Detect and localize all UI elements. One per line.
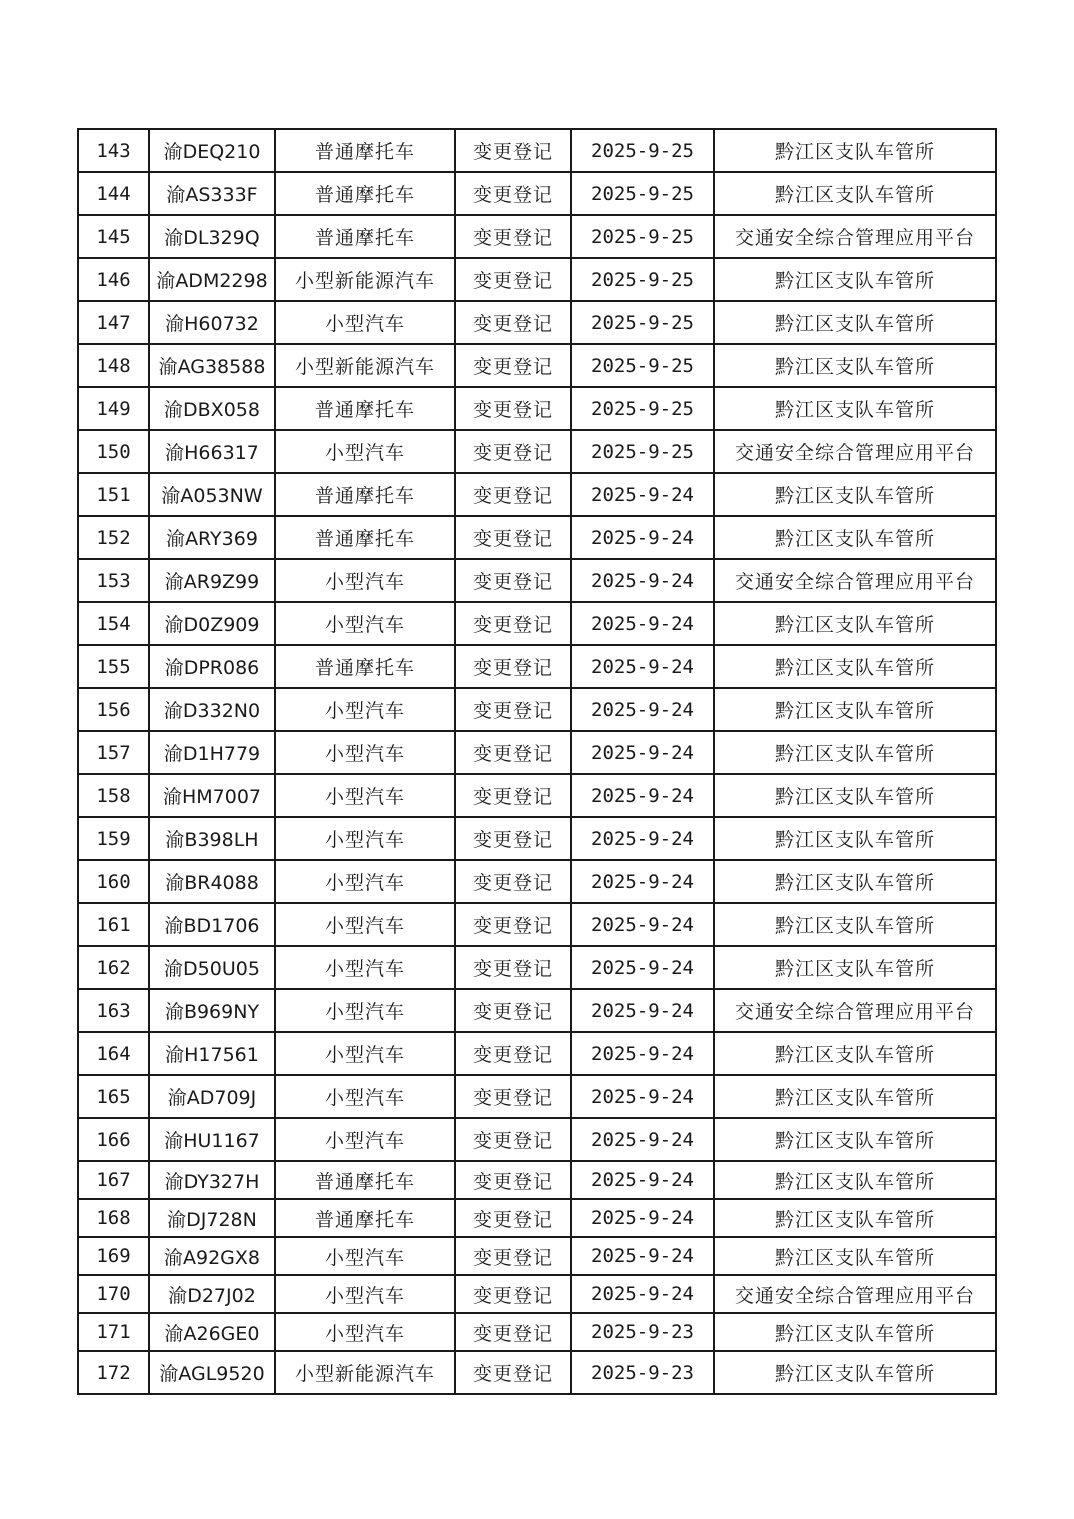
handling-office: 黔江区支队车管所	[714, 1313, 996, 1351]
plate-number: 渝HM7007	[149, 774, 275, 817]
registration-date: 2025-9-25	[571, 301, 714, 344]
handling-office: 黔江区支队车管所	[714, 817, 996, 860]
business-type: 变更登记	[455, 430, 571, 473]
table-row	[78, 1275, 996, 1313]
business-type: 变更登记	[455, 774, 571, 817]
table-row	[78, 817, 996, 860]
business-type: 变更登记	[455, 946, 571, 989]
vehicle-type: 小型汽车	[275, 430, 455, 473]
vehicle-type: 小型新能源汽车	[275, 344, 455, 387]
handling-office: 黔江区支队车管所	[714, 473, 996, 516]
vehicle-type: 小型汽车	[275, 559, 455, 602]
handling-office: 黔江区支队车管所	[714, 1237, 996, 1275]
plate-number: 渝H60732	[149, 301, 275, 344]
plate-number: 渝D27J02	[149, 1275, 275, 1313]
handling-office: 交通安全综合管理应用平台	[714, 215, 996, 258]
table-row	[78, 1161, 996, 1199]
plate-number: 渝BR4088	[149, 860, 275, 903]
table-row	[78, 1118, 996, 1161]
registration-date: 2025-9-23	[571, 1313, 714, 1351]
plate-number: 渝BD1706	[149, 903, 275, 946]
row-number: 145	[78, 215, 149, 258]
row-number: 159	[78, 817, 149, 860]
registration-date: 2025-9-23	[571, 1351, 714, 1394]
vehicle-type: 小型汽车	[275, 301, 455, 344]
business-type: 变更登记	[455, 1275, 571, 1313]
vehicle-type: 小型汽车	[275, 688, 455, 731]
handling-office: 黔江区支队车管所	[714, 903, 996, 946]
registration-date: 2025-9-24	[571, 1161, 714, 1199]
row-number: 165	[78, 1075, 149, 1118]
plate-number: 渝D0Z909	[149, 602, 275, 645]
vehicle-type: 普通摩托车	[275, 516, 455, 559]
plate-number: 渝DEQ210	[149, 129, 275, 172]
vehicle-type: 小型汽车	[275, 860, 455, 903]
business-type: 变更登记	[455, 344, 571, 387]
vehicle-type: 普通摩托车	[275, 473, 455, 516]
registration-date: 2025-9-24	[571, 1275, 714, 1313]
vehicle-type: 普通摩托车	[275, 1161, 455, 1199]
table-row	[78, 301, 996, 344]
business-type: 变更登记	[455, 1237, 571, 1275]
table-row	[78, 1237, 996, 1275]
business-type: 变更登记	[455, 516, 571, 559]
plate-number: 渝B398LH	[149, 817, 275, 860]
vehicle-type: 小型汽车	[275, 903, 455, 946]
business-type: 变更登记	[455, 1199, 571, 1237]
row-number: 164	[78, 1032, 149, 1075]
handling-office: 黔江区支队车管所	[714, 946, 996, 989]
row-number: 170	[78, 1275, 149, 1313]
handling-office: 黔江区支队车管所	[714, 731, 996, 774]
registration-date: 2025-9-25	[571, 258, 714, 301]
row-number: 167	[78, 1161, 149, 1199]
handling-office: 黔江区支队车管所	[714, 301, 996, 344]
registration-date: 2025-9-24	[571, 731, 714, 774]
handling-office: 交通安全综合管理应用平台	[714, 1275, 996, 1313]
row-number: 157	[78, 731, 149, 774]
plate-number: 渝D50U05	[149, 946, 275, 989]
registration-date: 2025-9-24	[571, 817, 714, 860]
registration-date: 2025-9-24	[571, 602, 714, 645]
registration-date: 2025-9-25	[571, 344, 714, 387]
row-number: 158	[78, 774, 149, 817]
registration-date: 2025-9-24	[571, 989, 714, 1032]
vehicle-type: 小型汽车	[275, 989, 455, 1032]
handling-office: 黔江区支队车管所	[714, 688, 996, 731]
plate-number: 渝AS333F	[149, 172, 275, 215]
vehicle-type: 小型汽车	[275, 602, 455, 645]
business-type: 变更登记	[455, 817, 571, 860]
row-number: 169	[78, 1237, 149, 1275]
row-number: 150	[78, 430, 149, 473]
row-number: 168	[78, 1199, 149, 1237]
row-number: 149	[78, 387, 149, 430]
row-number: 143	[78, 129, 149, 172]
table-row	[78, 430, 996, 473]
plate-number: 渝B969NY	[149, 989, 275, 1032]
handling-office: 黔江区支队车管所	[714, 1118, 996, 1161]
handling-office: 黔江区支队车管所	[714, 387, 996, 430]
handling-office: 黔江区支队车管所	[714, 172, 996, 215]
registration-date: 2025-9-24	[571, 473, 714, 516]
row-number: 163	[78, 989, 149, 1032]
plate-number: 渝DBX058	[149, 387, 275, 430]
registration-date: 2025-9-24	[571, 860, 714, 903]
registration-date: 2025-9-24	[571, 1118, 714, 1161]
vehicle-type: 普通摩托车	[275, 387, 455, 430]
business-type: 变更登记	[455, 559, 571, 602]
business-type: 变更登记	[455, 215, 571, 258]
plate-number: 渝A92GX8	[149, 1237, 275, 1275]
table-row	[78, 602, 996, 645]
plate-number: 渝ARY369	[149, 516, 275, 559]
table-row	[78, 1032, 996, 1075]
table-row	[78, 215, 996, 258]
table-row	[78, 473, 996, 516]
handling-office: 黔江区支队车管所	[714, 1032, 996, 1075]
vehicle-type: 小型汽车	[275, 817, 455, 860]
table-row	[78, 946, 996, 989]
vehicle-type: 小型汽车	[275, 1275, 455, 1313]
business-type: 变更登记	[455, 1032, 571, 1075]
business-type: 变更登记	[455, 1351, 571, 1394]
table-row	[78, 688, 996, 731]
handling-office: 交通安全综合管理应用平台	[714, 559, 996, 602]
row-number: 161	[78, 903, 149, 946]
handling-office: 交通安全综合管理应用平台	[714, 430, 996, 473]
business-type: 变更登记	[455, 1118, 571, 1161]
table-row	[78, 860, 996, 903]
handling-office: 黔江区支队车管所	[714, 1351, 996, 1394]
registration-date: 2025-9-24	[571, 559, 714, 602]
vehicle-type: 小型新能源汽车	[275, 258, 455, 301]
business-type: 变更登记	[455, 688, 571, 731]
registration-date: 2025-9-24	[571, 1199, 714, 1237]
table-row	[78, 1351, 996, 1394]
vehicle-type: 小型汽车	[275, 1032, 455, 1075]
handling-office: 黔江区支队车管所	[714, 1199, 996, 1237]
registration-date: 2025-9-24	[571, 1032, 714, 1075]
vehicle-type: 小型汽车	[275, 946, 455, 989]
plate-number: 渝ADM2298	[149, 258, 275, 301]
plate-number: 渝D1H779	[149, 731, 275, 774]
handling-office: 黔江区支队车管所	[714, 1075, 996, 1118]
business-type: 变更登记	[455, 903, 571, 946]
table-row	[78, 774, 996, 817]
table-row	[78, 516, 996, 559]
row-number: 156	[78, 688, 149, 731]
vehicle-type: 小型汽车	[275, 731, 455, 774]
registration-date: 2025-9-25	[571, 387, 714, 430]
business-type: 变更登记	[455, 473, 571, 516]
registration-date: 2025-9-24	[571, 774, 714, 817]
table-row	[78, 1199, 996, 1237]
registration-table-body	[78, 129, 996, 1394]
registration-date: 2025-9-24	[571, 1075, 714, 1118]
vehicle-type: 小型汽车	[275, 1075, 455, 1118]
registration-date: 2025-9-25	[571, 172, 714, 215]
plate-number: 渝D332N0	[149, 688, 275, 731]
business-type: 变更登记	[455, 645, 571, 688]
table-row	[78, 172, 996, 215]
handling-office: 交通安全综合管理应用平台	[714, 989, 996, 1032]
handling-office: 黔江区支队车管所	[714, 602, 996, 645]
handling-office: 黔江区支队车管所	[714, 129, 996, 172]
row-number: 151	[78, 473, 149, 516]
row-number: 147	[78, 301, 149, 344]
table-row	[78, 559, 996, 602]
table-row	[78, 1075, 996, 1118]
business-type: 变更登记	[455, 1313, 571, 1351]
business-type: 变更登记	[455, 989, 571, 1032]
plate-number: 渝HU1167	[149, 1118, 275, 1161]
handling-office: 黔江区支队车管所	[714, 258, 996, 301]
business-type: 变更登记	[455, 1161, 571, 1199]
registration-date: 2025-9-24	[571, 946, 714, 989]
vehicle-type: 小型汽车	[275, 774, 455, 817]
registration-date: 2025-9-25	[571, 215, 714, 258]
business-type: 变更登记	[455, 387, 571, 430]
plate-number: 渝AGL9520	[149, 1351, 275, 1394]
table-row	[78, 731, 996, 774]
vehicle-type: 普通摩托车	[275, 129, 455, 172]
handling-office: 黔江区支队车管所	[714, 516, 996, 559]
business-type: 变更登记	[455, 1075, 571, 1118]
registration-date: 2025-9-25	[571, 430, 714, 473]
vehicle-type: 小型汽车	[275, 1237, 455, 1275]
row-number: 155	[78, 645, 149, 688]
registration-date: 2025-9-24	[571, 903, 714, 946]
plate-number: 渝DJ728N	[149, 1199, 275, 1237]
registration-date: 2025-9-25	[571, 129, 714, 172]
row-number: 160	[78, 860, 149, 903]
registration-date: 2025-9-24	[571, 645, 714, 688]
registration-date: 2025-9-24	[571, 688, 714, 731]
plate-number: 渝AD709J	[149, 1075, 275, 1118]
business-type: 变更登记	[455, 860, 571, 903]
business-type: 变更登记	[455, 258, 571, 301]
vehicle-type: 小型新能源汽车	[275, 1351, 455, 1394]
table-row	[78, 344, 996, 387]
row-number: 172	[78, 1351, 149, 1394]
vehicle-type: 小型汽车	[275, 1313, 455, 1351]
handling-office: 黔江区支队车管所	[714, 645, 996, 688]
row-number: 146	[78, 258, 149, 301]
vehicle-type: 小型汽车	[275, 1118, 455, 1161]
handling-office: 黔江区支队车管所	[714, 344, 996, 387]
plate-number: 渝DY327H	[149, 1161, 275, 1199]
plate-number: 渝H17561	[149, 1032, 275, 1075]
plate-number: 渝A26GE0	[149, 1313, 275, 1351]
registration-table	[77, 128, 997, 1395]
table-row	[78, 129, 996, 172]
plate-number: 渝A053NW	[149, 473, 275, 516]
business-type: 变更登记	[455, 301, 571, 344]
plate-number: 渝AR9Z99	[149, 559, 275, 602]
row-number: 166	[78, 1118, 149, 1161]
vehicle-type: 普通摩托车	[275, 172, 455, 215]
business-type: 变更登记	[455, 129, 571, 172]
business-type: 变更登记	[455, 731, 571, 774]
handling-office: 黔江区支队车管所	[714, 860, 996, 903]
table-row	[78, 989, 996, 1032]
row-number: 148	[78, 344, 149, 387]
plate-number: 渝DL329Q	[149, 215, 275, 258]
table-row	[78, 1313, 996, 1351]
row-number: 153	[78, 559, 149, 602]
table-row	[78, 903, 996, 946]
plate-number: 渝DPR086	[149, 645, 275, 688]
registration-date: 2025-9-24	[571, 516, 714, 559]
vehicle-type: 普通摩托车	[275, 645, 455, 688]
vehicle-type: 普通摩托车	[275, 215, 455, 258]
row-number: 162	[78, 946, 149, 989]
row-number: 152	[78, 516, 149, 559]
table-row	[78, 645, 996, 688]
handling-office: 黔江区支队车管所	[714, 1161, 996, 1199]
row-number: 154	[78, 602, 149, 645]
row-number: 144	[78, 172, 149, 215]
business-type: 变更登记	[455, 172, 571, 215]
registration-date: 2025-9-24	[571, 1237, 714, 1275]
table-row	[78, 387, 996, 430]
row-number: 171	[78, 1313, 149, 1351]
business-type: 变更登记	[455, 602, 571, 645]
table-row	[78, 258, 996, 301]
plate-number: 渝AG38588	[149, 344, 275, 387]
vehicle-type: 普通摩托车	[275, 1199, 455, 1237]
plate-number: 渝H66317	[149, 430, 275, 473]
handling-office: 黔江区支队车管所	[714, 774, 996, 817]
